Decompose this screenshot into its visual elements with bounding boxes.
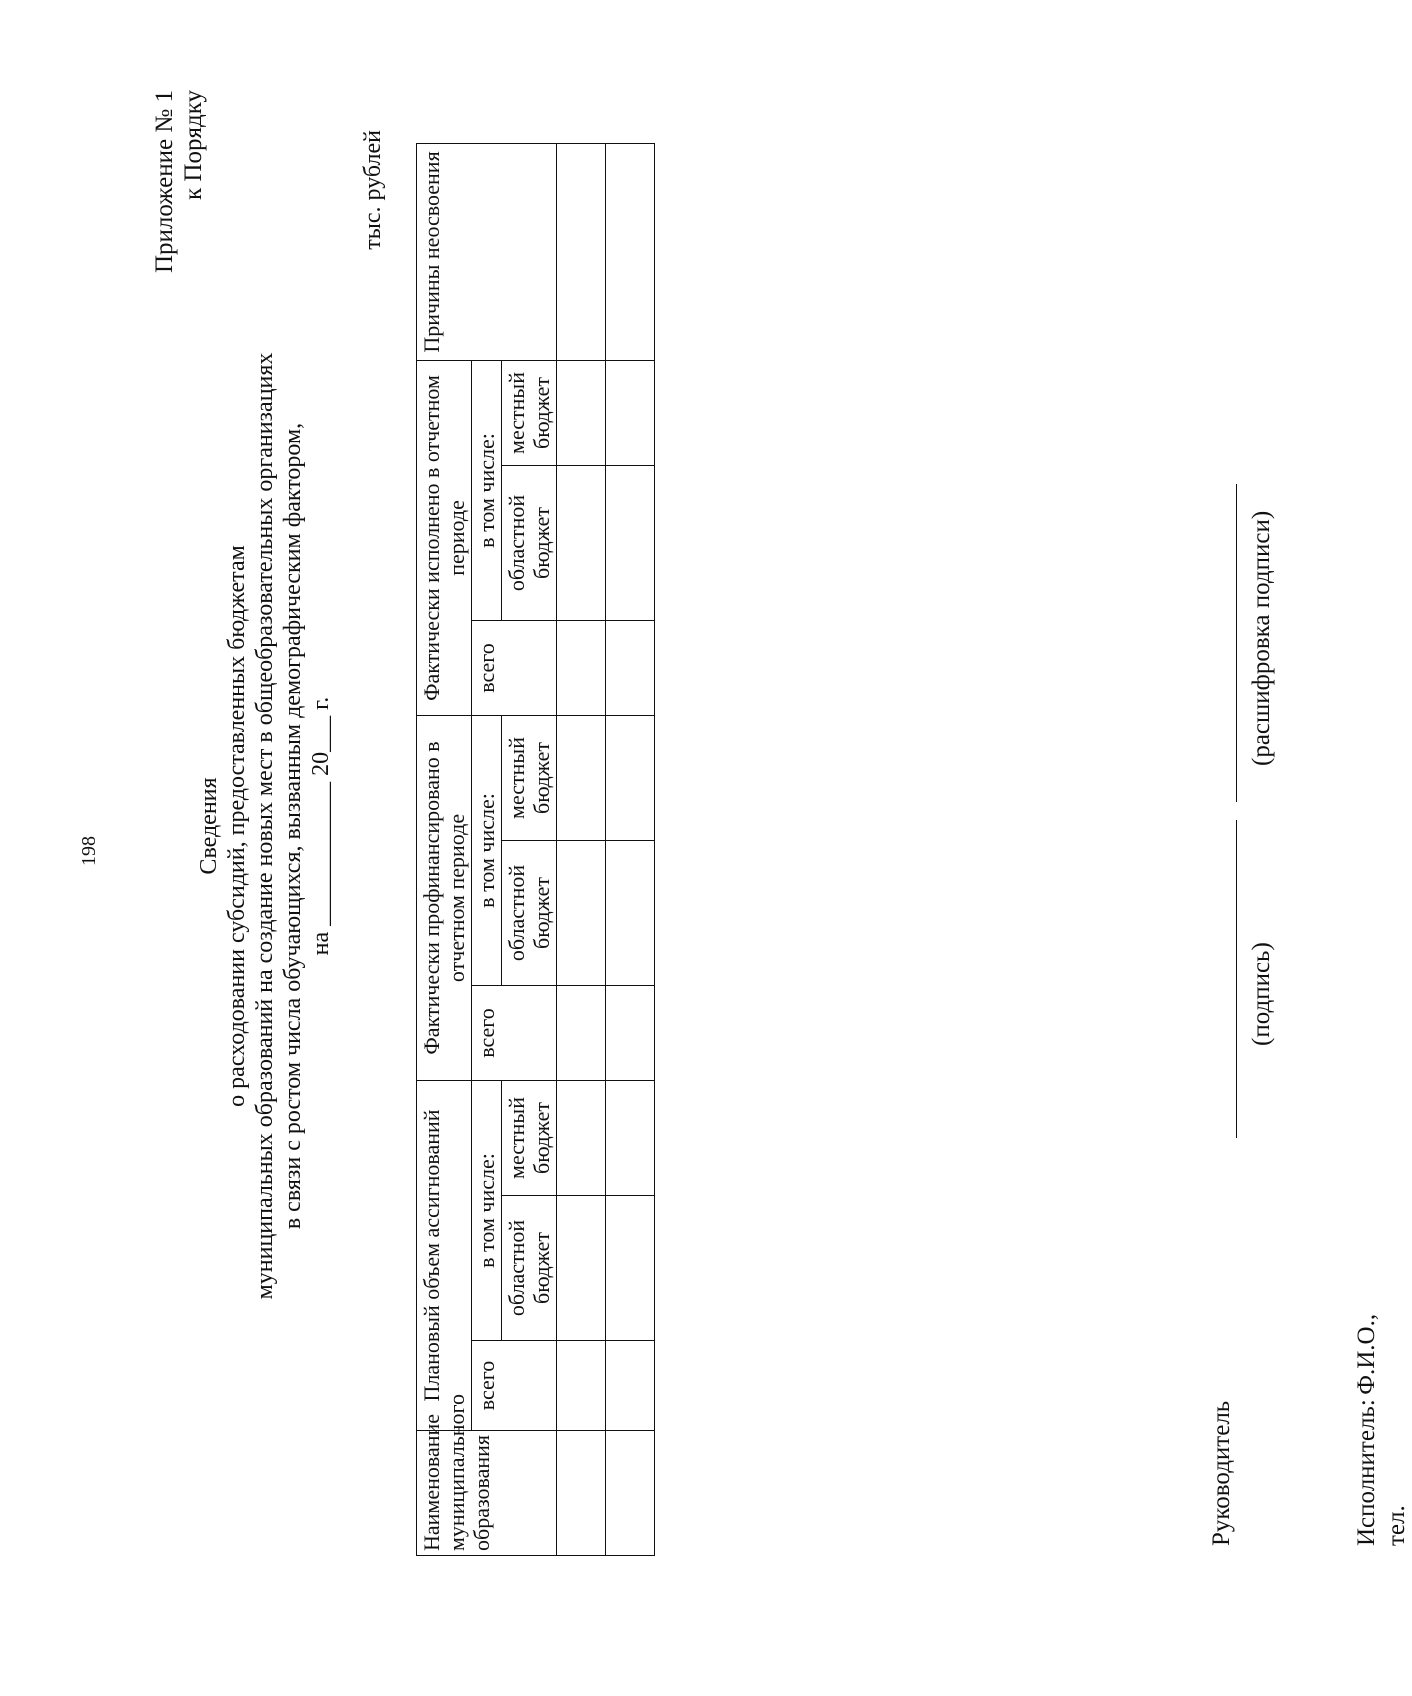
table-cell <box>606 360 655 465</box>
header-executed-total: всего <box>472 620 557 715</box>
table-cell <box>557 715 606 840</box>
report-table <box>416 143 655 1556</box>
table-cell <box>557 1196 606 1341</box>
header-municipality: Наименование муниципального образования <box>417 1431 557 1556</box>
title-line-1: о расходовании субсидий, предоставленных бюджетам <box>224 545 250 1107</box>
table-cell <box>557 1341 606 1431</box>
header-plan-total: всего <box>472 1341 557 1431</box>
table-cell <box>606 1431 655 1556</box>
header-financed-including: в том числе: <box>472 715 502 985</box>
page-number: 198 <box>78 836 100 866</box>
table-row <box>606 143 655 1555</box>
document-title <box>195 266 335 1386</box>
table-cell <box>557 1431 606 1556</box>
table-cell <box>557 840 606 985</box>
header-actually-executed: Фактически исполнено в отчетном периоде <box>417 360 472 715</box>
table-cell <box>606 465 655 620</box>
header-financed-total: всего <box>472 985 557 1080</box>
executor-phone-label: тел. <box>1383 1505 1410 1546</box>
header-plan-regional: областной бюджет <box>502 1196 557 1341</box>
appendix-line-1: Приложение № 1 <box>151 90 178 274</box>
table-cell <box>606 1196 655 1341</box>
signature-decode-line <box>1208 484 1237 802</box>
title-line-2: муниципальных образований на создание новых мест в общеобразовательных организациях <box>252 352 278 1300</box>
table-row <box>557 143 606 1555</box>
header-reasons: Причины неосвоения <box>417 143 557 360</box>
title-line-3: в связи с ростом числа обучающихся, вызванным демографическим фактором, <box>280 422 306 1230</box>
header-executed-regional: областной бюджет <box>502 465 557 620</box>
signature-decode-caption: (расшифровка подписи) <box>1248 510 1275 766</box>
table-cell <box>557 985 606 1080</box>
executor-label: Исполнитель: <box>1353 1399 1380 1546</box>
table-cell <box>557 620 606 715</box>
title-line-4: на ____________ 20___ г. <box>308 696 334 956</box>
header-plan-local: местный бюджет <box>502 1080 557 1195</box>
table-cell <box>606 985 655 1080</box>
header-executed-including: в том числе: <box>472 360 502 620</box>
executor-block <box>1352 1314 1412 1546</box>
table-cell <box>606 1341 655 1431</box>
signature-line <box>1208 820 1237 1138</box>
head-label: Руководитель <box>1208 1400 1235 1546</box>
header-actually-financed: Фактически профинансировано в отчетном периоде <box>417 715 472 1080</box>
executor-name: Ф.И.О., <box>1353 1313 1380 1395</box>
header-planned-allocations: Плановый объем ассигнований <box>417 1080 472 1430</box>
table-cell <box>557 143 606 360</box>
appendix-reference <box>150 90 208 273</box>
table-cell <box>557 360 606 465</box>
table-cell <box>606 143 655 360</box>
table-cell <box>606 620 655 715</box>
title-heading: Сведения <box>196 777 222 875</box>
table-cell <box>606 840 655 985</box>
units-label: тыс. рублей <box>360 130 386 250</box>
table-cell <box>606 715 655 840</box>
header-financed-local: местный бюджет <box>502 715 557 840</box>
appendix-line-2: к Порядку <box>180 90 207 200</box>
table-cell <box>606 1080 655 1195</box>
table-cell <box>557 465 606 620</box>
signature-block <box>1208 346 1338 1546</box>
header-financed-regional: областной бюджет <box>502 840 557 985</box>
header-plan-including: в том числе: <box>472 1080 502 1340</box>
table-cell <box>557 1080 606 1195</box>
signature-caption: (подпись) <box>1248 942 1275 1046</box>
header-executed-local: местный бюджет <box>502 360 557 465</box>
